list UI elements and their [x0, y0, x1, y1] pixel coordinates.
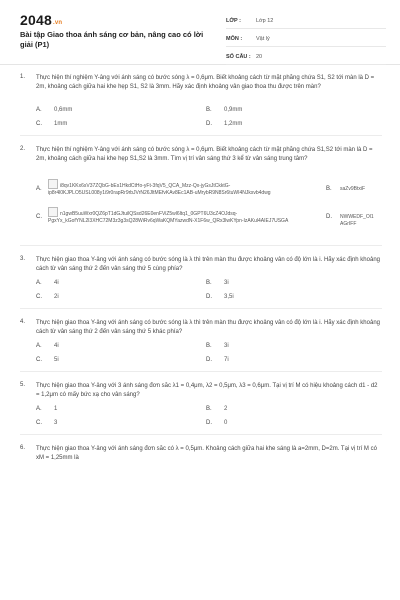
option-label: C.: [36, 121, 42, 127]
option-label: B.: [206, 406, 212, 412]
broken-image-icon: [48, 207, 58, 217]
meta-value: 20: [256, 54, 263, 60]
question-4: [0, 319, 400, 372]
option-value: 3: [54, 420, 58, 426]
option-c[interactable]: [36, 294, 206, 300]
answer-options: [36, 343, 382, 363]
option-label: D.: [326, 214, 332, 220]
question-number: 4.: [20, 319, 26, 325]
option-value: 5i: [54, 357, 59, 363]
question-divider: [20, 135, 382, 136]
question-number: 3.: [20, 256, 26, 262]
option-d[interactable]: [206, 420, 376, 426]
option-label: C.: [36, 294, 42, 300]
question-1: [0, 74, 400, 136]
option-value: 1: [54, 406, 58, 412]
question-divider: [20, 245, 382, 246]
option-a[interactable]: [36, 406, 206, 412]
option-label: B.: [326, 186, 332, 192]
option-label: A.: [36, 406, 42, 412]
option-d[interactable]: [206, 294, 376, 300]
option-value: 4i: [54, 343, 59, 349]
question-2: [0, 146, 400, 246]
option-value: 0,6mm: [54, 107, 73, 113]
option-a[interactable]: [36, 107, 206, 113]
option-b[interactable]: [206, 343, 376, 349]
logo-suffix: .vn: [52, 20, 63, 26]
option-image-alt: [48, 179, 298, 200]
option-b[interactable]: [206, 107, 376, 113]
option-value: 2i: [54, 294, 59, 300]
logo-text: 2048: [20, 12, 52, 28]
option-label: A.: [36, 186, 42, 192]
question-divider: [20, 371, 382, 372]
option-image-alt: [48, 207, 298, 228]
option-image-alt: [340, 186, 380, 193]
document-meta: [226, 14, 386, 68]
option-label: A.: [36, 280, 42, 286]
option-label: A.: [36, 107, 42, 113]
answer-options: [36, 179, 382, 237]
option-value: 7i: [224, 357, 229, 363]
option-value: 2: [224, 406, 228, 412]
option-d[interactable]: [206, 121, 376, 127]
question-5: [0, 382, 400, 435]
question-6: [0, 445, 400, 463]
answer-options: [36, 107, 382, 127]
question-number: 1.: [20, 74, 26, 80]
document-title: Bài tập Giao thoa ánh sáng cơ bản, nâng cao có lời giải (P1): [20, 30, 204, 49]
option-image-alt-text: i8qv1KKx6sV37ZQbG-bEs1HkdCtHo-yFt-3fqV5_QCA_Mzz-Qx-jyGsJtCkktG-ip8r4l0KJPLO5USL008y1i9r0rapRr9rbJVrN26JltMEfvKAv8Ec1AB-uMrybR9N8Sr6tuWI4NJksvb4dwg: [48, 183, 271, 196]
option-b[interactable]: [326, 186, 380, 193]
option-c[interactable]: [36, 357, 206, 363]
question-number: 2.: [20, 146, 26, 152]
option-a[interactable]: [36, 343, 206, 349]
question-text: Thực hiện giao thoa Y-âng với ánh sáng có bước sóng là λ thì trên màn thu được khoảng vân có độ lớn là i. Hãy xác định khoảng cách từ vân sáng thứ 2 đến vân sáng thứ 5 cùng phía?: [36, 257, 380, 272]
broken-image-icon: [48, 179, 58, 189]
document-header: [0, 0, 400, 65]
option-c[interactable]: [36, 420, 206, 426]
option-label: D.: [206, 294, 212, 300]
answer-options: [36, 406, 382, 426]
meta-class: [226, 14, 386, 29]
option-label: D.: [206, 420, 212, 426]
option-d[interactable]: [206, 357, 376, 363]
question-text: Thực hiện giao thoa Y-âng với ánh sáng có bước sóng là λ thì trên màn thu được khoảng vân có độ lớn là i. Hãy xác định khoảng cách từ vân sáng thứ 2 đến vân sáng thứ 5 khác phía?: [36, 320, 380, 335]
site-logo[interactable]: [20, 12, 62, 28]
option-label: C.: [36, 420, 42, 426]
option-value: 4i: [54, 280, 59, 286]
option-label: C.: [36, 357, 42, 363]
option-value: 1mm: [54, 121, 68, 127]
option-label: B.: [206, 343, 212, 349]
option-label: A.: [36, 343, 42, 349]
option-value: 3i: [224, 280, 229, 286]
meta-value: Lớp 12: [256, 18, 274, 24]
option-c[interactable]: [36, 121, 206, 127]
question-text: Thực hiện giao thoa Y-âng với ánh sáng đơn sắc có λ = 0,5μm. Khoảng cách giữa hai khe sáng là a=2mm, D=2m. Tại vị trí M có xM = 1,25mm là: [36, 446, 377, 461]
option-label: B.: [206, 107, 212, 113]
option-b[interactable]: [206, 406, 376, 412]
question-text: Thực hiện thí nghiệm Y-âng với ánh sáng có bước sóng λ = 0,6μm. Biết khoảng cách từ mặt phẳng chứa S1,S2 tới màn là D = 2m, khoảng cách giữa hai khe hẹp S1,S2 là 3mm. Tìm vị trí vân sáng thứ 3 kể từ vân sáng trung tâm?: [36, 147, 373, 162]
option-label: B.: [206, 280, 212, 286]
question-number: 5.: [20, 382, 26, 388]
option-image-alt-text: NWWEDF_Ol1AGrIFF: [340, 214, 374, 227]
option-value: 3i: [224, 343, 229, 349]
option-value: 3,5i: [224, 294, 234, 300]
question-text: Thực hiện giao thoa Y-âng với 3 ánh sáng đơn sắc λ1 = 0,4μm, λ2 = 0,5μm, λ3 = 0,6μm. Tại vị trí M có hiệu khoảng cách d1 - d2 = 1,2μm có mấy bức xạ cho vân sáng?: [36, 383, 378, 398]
option-image-alt: [340, 214, 376, 228]
answer-options: [36, 280, 382, 300]
meta-question-count: [226, 50, 386, 65]
option-image-alt-text: saZv9BtxiF: [340, 186, 366, 192]
meta-key: SỐ CÂU :: [226, 54, 251, 60]
option-label: D.: [206, 121, 212, 127]
meta-subject: [226, 32, 386, 47]
option-a[interactable]: [36, 179, 298, 200]
option-label: C.: [36, 214, 42, 220]
option-d[interactable]: [326, 214, 376, 228]
option-a[interactable]: [36, 280, 206, 286]
question-list: [0, 74, 400, 473]
question-divider: [20, 434, 382, 435]
option-image-alt-text: n1gwB5uuWxr0QZ6pT1dGJtuilQSsd26E0enFViZ5wl6ltq1_0GPT6U3cZ4OJdsq-PgxYx_kGofYNL2l3XHC72M3z3g3sQ28WiRv6qWaKQMYazwdN-X1F6w_QRx3lwKYpn-IzAKul4AIEJ7USGA: [48, 211, 289, 224]
option-c[interactable]: [36, 207, 298, 228]
meta-key: LỚP :: [226, 18, 241, 24]
question-text: Thực hiện thí nghiệm Y-âng với ánh sáng có bước sóng λ = 0,6μm. Biết khoảng cách từ mặt phẳng chứa S1, S2 tới màn là D = 2m, khoảng cách giữa hai khe hẹp S1, S2 là 3mm. Hãy xác định khoảng vân giao thoa thu được trên màn?: [36, 75, 375, 90]
option-value: 1,2mm: [224, 121, 243, 127]
meta-value: Vật lý: [256, 36, 270, 42]
question-divider: [20, 308, 382, 309]
option-value: 0: [224, 420, 228, 426]
question-3: [0, 256, 400, 309]
question-number: 6.: [20, 445, 26, 451]
meta-key: MÔN :: [226, 36, 243, 42]
option-label: D.: [206, 357, 212, 363]
option-b[interactable]: [206, 280, 376, 286]
option-value: 0,9mm: [224, 107, 243, 113]
